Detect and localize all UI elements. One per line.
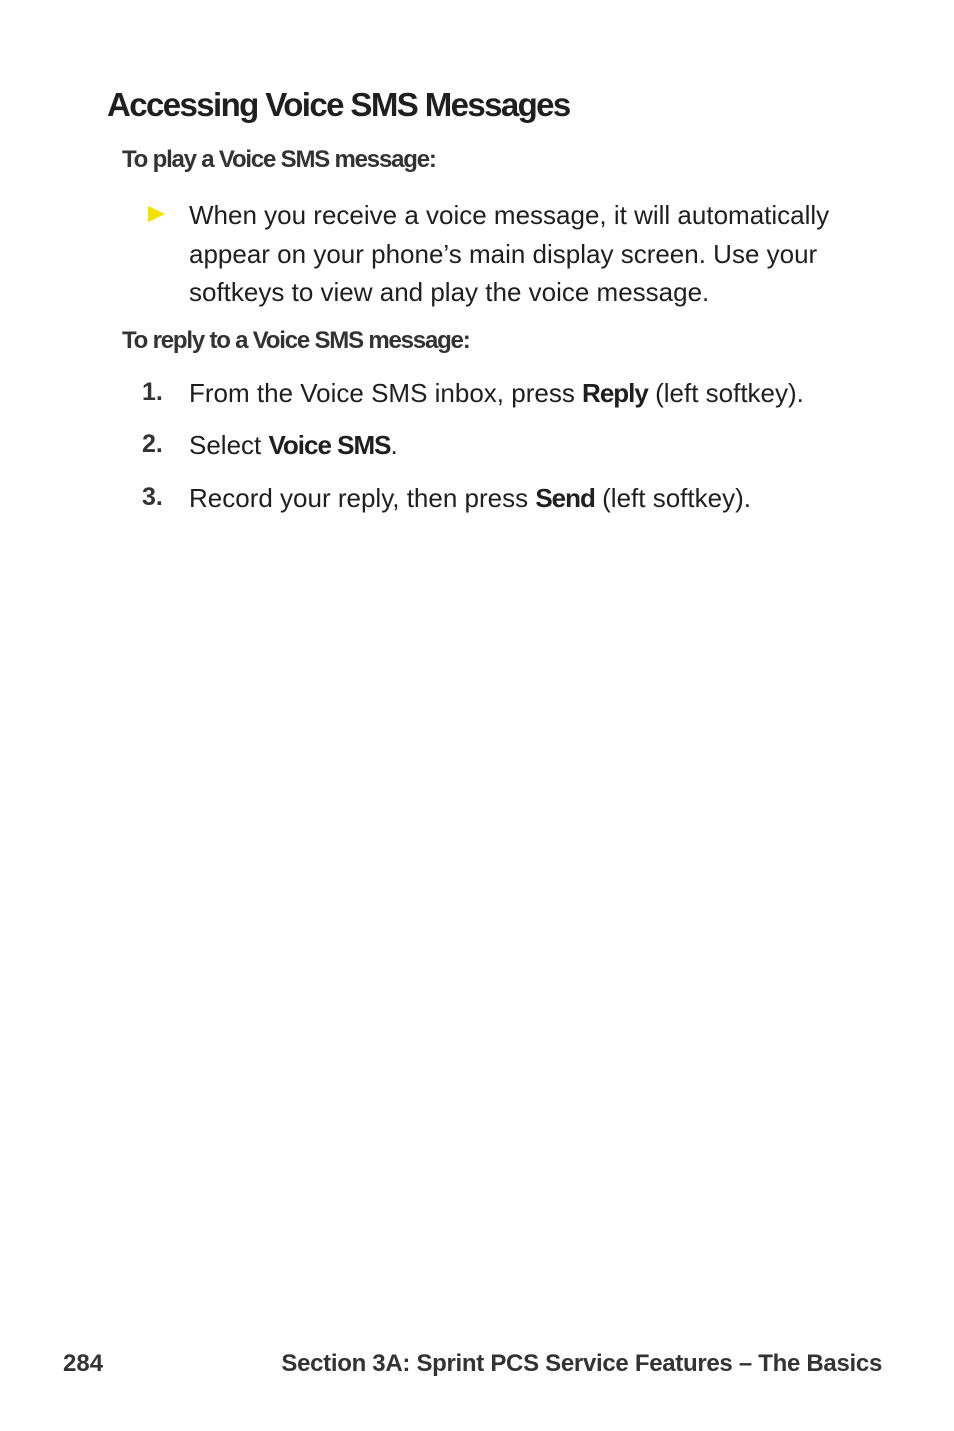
menu-option-voice-sms: Voice SMS xyxy=(268,430,391,460)
play-instructions-heading: To play a Voice SMS message: xyxy=(122,146,436,173)
step-text-lead: From the Voice SMS inbox, press xyxy=(189,378,583,408)
reply-instructions-heading: To reply to a Voice SMS message: xyxy=(122,327,470,354)
page-number: 284 xyxy=(63,1350,104,1377)
bullet-arrow-icon xyxy=(148,206,165,222)
play-instructions-text: When you receive a voice message, it will automatically appear on your phone’s main display screen. Use your softkeys to view and play the voice message. xyxy=(189,200,830,307)
step-number: 2. xyxy=(142,430,163,458)
softkey-label-send: Send xyxy=(535,483,595,513)
step-text-lead: Select xyxy=(189,430,269,460)
step-text xyxy=(189,483,751,514)
step-text-lead: Record your reply, then press xyxy=(189,483,536,513)
footer-section-title: Section 3A: Sprint PCS Service Features – The Basics xyxy=(281,1350,882,1377)
page-title: Accessing Voice SMS Messages xyxy=(107,86,570,123)
step-text xyxy=(189,378,804,409)
step-number: 3. xyxy=(142,483,163,511)
step-text xyxy=(189,430,398,461)
step-number: 1. xyxy=(142,378,163,406)
softkey-label-reply: Reply xyxy=(582,378,648,408)
step-text-tail: . xyxy=(390,430,398,460)
step-text-tail: (left softkey). xyxy=(594,483,751,513)
step-text-tail: (left softkey). xyxy=(647,378,804,408)
